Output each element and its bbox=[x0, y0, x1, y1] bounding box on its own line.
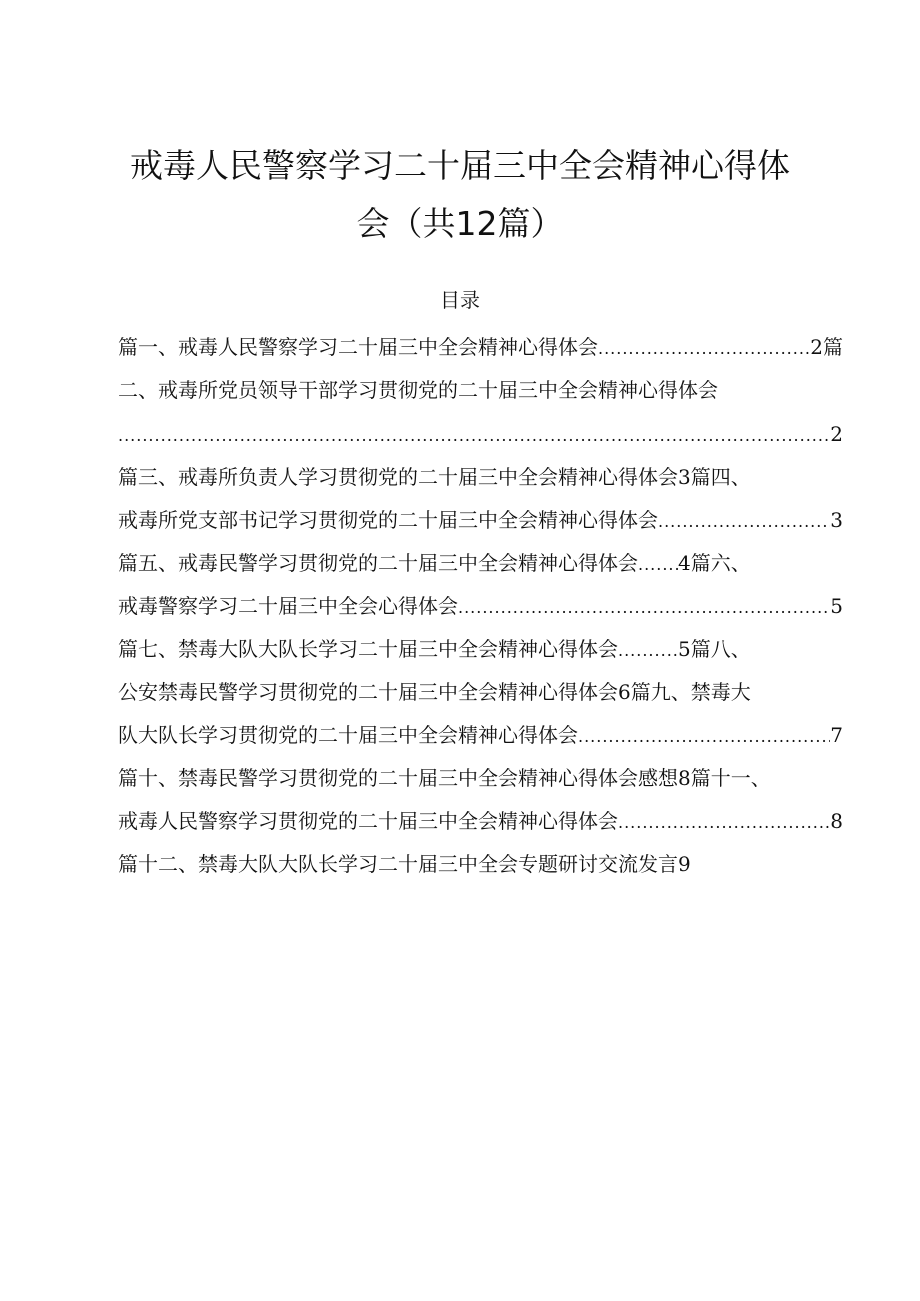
toc-entry-text: 篇七、禁毒大队大队长学习二十届三中全会精神心得体会 bbox=[118, 637, 618, 661]
toc-line bbox=[118, 763, 843, 793]
toc-page-number: 3 bbox=[678, 465, 691, 489]
toc-heading: 目录 bbox=[440, 288, 480, 312]
toc-leader-dots bbox=[118, 421, 830, 449]
toc-page-number: 4 bbox=[678, 551, 691, 575]
toc-line bbox=[118, 677, 843, 707]
toc-line bbox=[118, 375, 843, 405]
toc-page-number: 8 bbox=[830, 809, 843, 833]
toc-line bbox=[118, 548, 843, 578]
toc-page-number: 2 bbox=[830, 422, 843, 446]
toc-entry-text: 篇一、戒毒人民警察学习二十届三中全会精神心得体会 bbox=[118, 335, 598, 359]
toc-entry-continuation: 篇四、 bbox=[690, 465, 751, 489]
toc-entry-text: 戒毒所党支部书记学习贯彻党的二十届三中全会精神心得体会 bbox=[118, 508, 658, 532]
toc-entry-text: 篇十、禁毒民警学习贯彻党的二十届三中全会精神心得体会感想 bbox=[118, 766, 678, 790]
toc-entry-text: 戒毒人民警察学习贯彻党的二十届三中全会精神心得体会 bbox=[118, 809, 618, 833]
toc-page-number: 3 bbox=[830, 508, 843, 532]
toc-line bbox=[118, 720, 843, 750]
toc-leader-dots bbox=[618, 808, 830, 836]
toc-page-number: 7 bbox=[830, 723, 843, 747]
toc-line bbox=[118, 591, 843, 621]
toc-entry-text: 戒毒警察学习二十届三中全会心得体会 bbox=[118, 594, 458, 618]
toc-page-number: 2 bbox=[810, 335, 823, 359]
toc-entry-continuation: 篇十一、 bbox=[690, 766, 771, 790]
document-title-line-1: 戒毒人民警察学习二十届三中全会精神心得体 bbox=[130, 146, 790, 185]
toc-entry-text: 篇十二、禁毒大队大队长学习二十届三中全会专题研讨交流发言 bbox=[118, 852, 678, 876]
toc-leader-dots bbox=[638, 550, 678, 578]
toc-entry-text: 二、戒毒所党员领导干部学习贯彻党的二十届三中全会精神心得体会 bbox=[118, 378, 718, 402]
toc-entry-continuation: 篇九、禁毒大 bbox=[630, 680, 751, 704]
toc-page-number: 5 bbox=[678, 637, 691, 661]
toc-page-number: 5 bbox=[830, 594, 843, 618]
toc-page-number: 9 bbox=[678, 852, 691, 876]
toc-leader-dots bbox=[458, 593, 830, 621]
toc-entry-text: 公安禁毒民警学习贯彻党的二十届三中全会精神心得体会 bbox=[118, 680, 618, 704]
toc-entry-continuation: 篇 bbox=[823, 335, 843, 359]
toc-entry-continuation: 篇八、 bbox=[690, 637, 751, 661]
toc-entry-text: 队大队长学习贯彻党的二十届三中全会精神心得体会 bbox=[118, 723, 578, 747]
toc-line bbox=[118, 462, 843, 492]
toc-entry-text: 篇五、戒毒民警学习贯彻党的二十届三中全会精神心得体会 bbox=[118, 551, 638, 575]
toc-entry-continuation: 篇六、 bbox=[690, 551, 751, 575]
toc-line bbox=[118, 849, 843, 879]
toc-line bbox=[118, 505, 843, 535]
toc-leader-dots bbox=[658, 507, 830, 535]
toc-leader-dots bbox=[598, 334, 810, 362]
toc-leader-dots bbox=[618, 636, 678, 664]
toc-line bbox=[118, 634, 843, 664]
toc-line bbox=[118, 419, 843, 449]
toc-line bbox=[118, 332, 843, 362]
toc-entry-text: 篇三、戒毒所负责人学习贯彻党的二十届三中全会精神心得体会 bbox=[118, 465, 678, 489]
toc-line bbox=[118, 806, 843, 836]
toc-page-number: 8 bbox=[678, 766, 691, 790]
document-title-line-2: 会（共12篇） bbox=[356, 204, 564, 243]
toc-page-number: 6 bbox=[618, 680, 631, 704]
toc-leader-dots bbox=[578, 722, 830, 750]
